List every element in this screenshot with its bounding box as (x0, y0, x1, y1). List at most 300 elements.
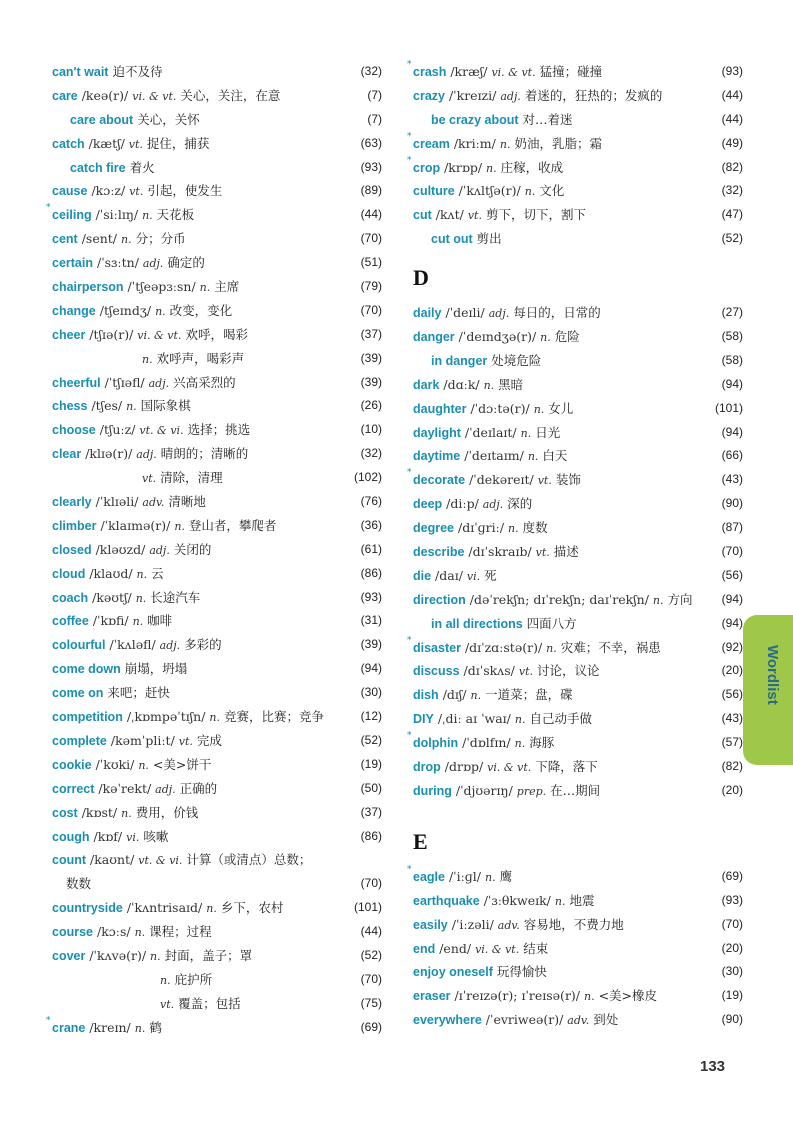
pronunciation: /ˌkɒmpəˈtɪʃn/ (126, 709, 206, 725)
unit-page-ref: (57) (721, 735, 743, 750)
headword: crash (413, 65, 447, 79)
unit-page-ref: (30) (721, 964, 743, 979)
unit-page-ref: (66) (721, 448, 743, 463)
wordlist-entry (407, 60, 743, 84)
definition: 处境危险 (491, 352, 542, 368)
pronunciation: /ˈklɪəli/ (95, 494, 139, 510)
part-of-speech: n. (540, 331, 551, 345)
pronunciation: /dɪˈɡriː/ (457, 520, 505, 536)
headword: in danger (431, 353, 488, 368)
wordlist-entry (407, 635, 743, 660)
right-column (407, 60, 743, 1032)
letter-heading-e: E (413, 828, 428, 854)
headword: come on (52, 686, 104, 701)
pronunciation: /ˈiːɡl/ (448, 868, 482, 884)
pronunciation: /kəʊtʃ/ (92, 589, 132, 605)
part-of-speech: n. (132, 615, 144, 629)
part-of-speech: adj. (482, 498, 504, 512)
unit-page-ref: (51) (360, 255, 382, 270)
wordlist-entry (52, 538, 382, 562)
part-of-speech: adj. (500, 89, 521, 103)
part-of-speech: n. (584, 990, 595, 1004)
part-of-speech: n. (514, 737, 526, 751)
headword: everywhere (413, 1013, 482, 1028)
unit-page-ref: (94) (721, 424, 743, 439)
headword: be crazy about (431, 112, 519, 127)
unit-page-ref: (43) (721, 472, 743, 487)
pronunciation: /kætʃ/ (88, 135, 125, 151)
star-icon: * (407, 131, 412, 142)
wordlist-entry (413, 913, 743, 937)
pronunciation: /ˈkʊki/ (95, 756, 135, 772)
pronunciation: /klɪə(r)/ (85, 446, 133, 462)
unit-page-ref: (94) (721, 591, 743, 606)
wordlist-entry (52, 466, 382, 490)
unit-page-ref: (32) (360, 64, 382, 78)
unit-page-ref: (19) (721, 988, 743, 1003)
definition: 玩得愉快 (496, 964, 547, 980)
headword: crop (413, 160, 441, 175)
unit-page-ref: (37) (360, 326, 382, 341)
wordlist-entry (52, 299, 382, 323)
pronunciation: /tʃeɪndʒ/ (99, 302, 152, 318)
unit-page-ref: (70) (360, 302, 382, 317)
wordlist-entry (52, 825, 382, 849)
part-of-speech: n. (150, 949, 161, 963)
wordlist-entry (52, 705, 382, 729)
unit-page-ref: (26) (360, 398, 382, 413)
wordlist-entry (52, 60, 382, 84)
unit-page-ref: (63) (360, 135, 382, 150)
pronunciation: /kləʊzd/ (95, 541, 146, 557)
definition: 自己动手做 (529, 711, 592, 727)
pronunciation: /daɪ/ (435, 567, 463, 583)
definition: 女儿 (548, 400, 574, 416)
pronunciation: /ˈsɜːtn/ (96, 255, 139, 271)
definition: 奶油，乳脂；霜 (514, 135, 602, 151)
wordlist-entry (52, 562, 382, 586)
headword: drop (413, 760, 441, 775)
wordlist-entry (413, 203, 743, 227)
pronunciation: /kɔːs/ (96, 924, 131, 940)
unit-page-ref: (79) (360, 279, 382, 294)
definition: 选择；挑选 (187, 422, 251, 438)
wordlist-entry (413, 325, 743, 349)
wordlist-entry (52, 227, 382, 251)
headword: closed (52, 542, 92, 557)
part-of-speech: adj. (136, 448, 157, 462)
headword: earthquake (413, 893, 480, 908)
unit-page-ref: (69) (360, 1019, 382, 1034)
headword: ceiling (52, 208, 92, 223)
unit-page-ref: (20) (721, 663, 743, 678)
definition: 讨论，议论 (536, 663, 600, 679)
unit-page-ref: (10) (360, 422, 382, 437)
definition: 鹤 (149, 1019, 162, 1035)
unit-page-ref: (58) (721, 329, 743, 344)
wordlist-entry (52, 633, 382, 657)
unit-page-ref: (36) (360, 517, 382, 532)
unit-page-ref: (32) (360, 446, 382, 461)
part-of-speech: n. (134, 926, 146, 940)
part-of-speech: n. (142, 352, 153, 366)
definition: 晴朗的；清晰的 (160, 446, 249, 462)
unit-page-ref: (44) (360, 924, 382, 939)
unit-page-ref: (7) (367, 87, 382, 102)
pronunciation: /ˈkʌntrisaɪd/ (126, 900, 203, 916)
headword: cheerful (52, 375, 101, 390)
unit-page-ref: (70) (721, 544, 743, 559)
definition: 关闭的 (173, 541, 212, 557)
definition: <美>橡皮 (598, 988, 658, 1004)
wordlist-entry (413, 564, 743, 588)
pronunciation: /ˈdekəreɪt/ (469, 472, 534, 488)
pronunciation: /krɒp/ (444, 159, 483, 175)
headword: cream (413, 136, 450, 151)
unit-page-ref: (101) (714, 400, 743, 415)
unit-page-ref: (70) (721, 916, 743, 931)
pronunciation: /ˌdiː aɪ ˈwaɪ/ (437, 711, 511, 727)
pronunciation: /ˈdɒlfɪn/ (462, 735, 511, 751)
headword: decorate (413, 473, 466, 488)
wordlist-entry (413, 84, 743, 108)
part-of-speech: adj. (148, 376, 170, 390)
part-of-speech: n. (121, 806, 132, 820)
pronunciation: /dəˈrekʃn; dɪˈrekʃn; daɪˈrekʃn/ (469, 591, 649, 607)
pronunciation: /drɒp/ (444, 759, 484, 775)
wordlist-entry (52, 275, 382, 299)
pronunciation: /end/ (439, 940, 472, 956)
pronunciation: /ˈiːzəli/ (451, 916, 494, 932)
part-of-speech: n. (485, 870, 496, 884)
wordlist-entry (52, 490, 382, 514)
wordlist-entry (413, 540, 743, 564)
pronunciation: /ˈdeɪlaɪt/ (464, 424, 517, 440)
pronunciation: /ˈɜːθkweɪk/ (483, 892, 551, 908)
part-of-speech: vt. (129, 185, 144, 199)
part-of-speech: n. (136, 567, 148, 581)
wordlist-entry (52, 848, 382, 896)
part-of-speech: n. (209, 711, 220, 725)
definition: 咖啡 (147, 613, 173, 629)
part-of-speech: n. (206, 902, 217, 916)
star-icon: * (46, 1015, 51, 1026)
definition: 长途汽车 (150, 589, 201, 605)
definition: 装饰 (555, 472, 581, 488)
definition: 鹰 (499, 868, 513, 884)
wordlist-entry (407, 131, 743, 156)
wordlist-entry (413, 349, 743, 373)
wordlist-entry (413, 612, 743, 636)
headword: daughter (413, 401, 467, 416)
headword: describe (413, 545, 465, 560)
wordlist-entry (52, 896, 382, 920)
headword: come down (52, 662, 121, 677)
part-of-speech: vi. & vt. (487, 761, 532, 775)
wordlist-entry (52, 108, 382, 132)
headword: daylight (413, 425, 461, 440)
pronunciation: /ˈkʌvə(r)/ (89, 947, 147, 963)
headword: die (413, 568, 432, 583)
pronunciation: /kʌt/ (435, 207, 464, 223)
wordlist-entry (52, 156, 382, 180)
headword: crazy (413, 88, 445, 103)
headword: course (52, 925, 93, 940)
part-of-speech: n. (652, 593, 664, 607)
headword: dish (413, 688, 439, 703)
wordlist-entry (52, 323, 382, 347)
headword: choose (52, 423, 96, 438)
pronunciation: /ˈsiːlɪŋ/ (95, 207, 139, 223)
headword: culture (413, 184, 455, 199)
part-of-speech: n. (527, 450, 539, 464)
wordlist-entry (413, 755, 743, 779)
unit-page-ref: (94) (721, 376, 743, 391)
wordlist-tab (743, 615, 793, 765)
definition: 度数 (522, 520, 548, 536)
definition: 覆盖；包括 (178, 995, 241, 1011)
wordlist-entry (407, 155, 743, 180)
part-of-speech: adj. (488, 307, 510, 321)
pronunciation: /ˈevriweə(r)/ (485, 1012, 564, 1028)
headword: cause (52, 184, 88, 199)
headword: daytime (413, 449, 461, 464)
wordlist-entry (52, 442, 382, 466)
headword: countryside (52, 901, 123, 916)
wordlist-entry (52, 801, 382, 825)
definition: 天花板 (156, 207, 195, 223)
definition: 结束 (523, 940, 549, 956)
headword: direction (413, 592, 466, 607)
wordlist-entry (413, 960, 743, 984)
wordlist-entry (52, 514, 382, 538)
headword: count (52, 853, 87, 868)
wordlist-entry (407, 731, 743, 755)
definition: 到处 (593, 1012, 619, 1028)
unit-page-ref: (75) (360, 995, 382, 1010)
unit-page-ref: (94) (360, 661, 382, 676)
headword: correct (52, 781, 95, 796)
pronunciation: /kɔːz/ (91, 183, 126, 199)
headword: disaster (413, 640, 461, 655)
definition: 主席 (214, 279, 240, 295)
d-entries (407, 301, 743, 803)
unit-page-ref: (61) (360, 541, 382, 556)
part-of-speech: vt. (160, 997, 175, 1011)
definition: 咳嗽 (143, 828, 169, 844)
headword: dark (413, 377, 440, 392)
unit-page-ref: (90) (721, 496, 743, 511)
part-of-speech: vi. & vt. (491, 66, 536, 79)
wordlist-entry (413, 707, 743, 731)
unit-page-ref: (12) (360, 709, 382, 724)
unit-page-ref: (52) (360, 732, 382, 747)
pronunciation: /ˈtʃɪəfl/ (104, 374, 145, 390)
headword: chess (52, 399, 88, 414)
part-of-speech: n. (499, 137, 511, 151)
definition: 黑暗 (498, 376, 524, 392)
definition: 完成 (196, 732, 222, 748)
definition: 捉住，捕获 (146, 135, 210, 151)
definition: <美>饼干 (152, 756, 212, 772)
wordlist-entry (413, 108, 743, 132)
unit-page-ref: (82) (721, 159, 743, 174)
headword: cut out (431, 232, 473, 247)
part-of-speech: n. (486, 161, 497, 175)
pronunciation: /sent/ (81, 231, 117, 247)
part-of-speech: adj. (159, 639, 181, 653)
headword: clearly (52, 495, 92, 510)
definition: 剪下，切下，割下 (485, 207, 586, 223)
definition: 崩塌，坍塌 (124, 661, 188, 677)
headword: daily (413, 306, 442, 321)
unit-page-ref: (86) (360, 565, 382, 580)
unit-page-ref: (70) (360, 971, 382, 986)
definition: 欢呼声，喝彩声 (156, 350, 245, 366)
headword: care (52, 88, 78, 103)
definition: 日光 (535, 424, 561, 440)
unit-page-ref: (69) (721, 868, 743, 883)
part-of-speech: n. (160, 973, 171, 987)
headword: cent (52, 232, 78, 247)
wordlist-entry (413, 179, 743, 203)
unit-page-ref: (94) (721, 615, 743, 630)
part-of-speech: n. (135, 591, 147, 605)
definition: 登山者，攀爬者 (188, 517, 277, 533)
definition: 确定的 (167, 255, 205, 271)
headword: chairperson (52, 280, 124, 295)
headword: deep (413, 497, 443, 512)
definition: 白天 (542, 448, 568, 464)
part-of-speech: n. (514, 713, 526, 727)
pronunciation: /ˈdjʊərɪŋ/ (455, 782, 513, 798)
pronunciation: /kriːm/ (453, 135, 496, 151)
definition: 四面八方 (526, 615, 577, 631)
wordlist-entry (413, 397, 743, 421)
pronunciation: /ˈtʃeəpɜːsn/ (127, 279, 196, 295)
e-entries (407, 864, 743, 1032)
definition: 死 (484, 567, 497, 583)
definition: 着火 (129, 159, 155, 175)
wordlist-entry (52, 681, 382, 705)
definition: 危险 (554, 329, 580, 345)
wordlist-entry (46, 203, 382, 227)
unit-page-ref: (20) (721, 940, 743, 955)
wordlist-entry (52, 729, 382, 753)
definition: 每日的，日常的 (513, 305, 601, 321)
definition: 清晰地 (168, 494, 206, 510)
unit-page-ref: (82) (721, 759, 743, 774)
part-of-speech: vi. (126, 830, 140, 844)
definition: 多彩的 (184, 637, 222, 653)
headword: cough (52, 829, 90, 844)
definition: 课程；过程 (149, 924, 212, 940)
headword: end (413, 941, 436, 956)
pronunciation: /ˈdeɪndʒə(r)/ (458, 329, 537, 345)
part-of-speech: vi. & vt. (475, 942, 520, 956)
unit-page-ref: (44) (360, 207, 382, 222)
headword: colourful (52, 638, 106, 653)
pronunciation: /klaʊd/ (89, 565, 133, 581)
headword: dolphin (413, 736, 459, 751)
wordlist-entry (52, 753, 382, 777)
definition: 分；分币 (135, 231, 186, 247)
unit-page-ref: (102) (353, 470, 382, 485)
part-of-speech: adj. (142, 257, 164, 271)
unit-page-ref: (56) (721, 567, 743, 582)
definition: 容易地，不费力地 (523, 916, 624, 932)
headword: clear (52, 447, 82, 462)
definition: 改变，变化 (169, 302, 233, 318)
definition: 欢呼，喝彩 (185, 326, 248, 342)
headword: eraser (413, 989, 451, 1004)
part-of-speech: adj. (149, 543, 170, 557)
unit-page-ref: (58) (721, 352, 743, 367)
pronunciation: /ˈdeɪtaɪm/ (464, 448, 524, 464)
wordlist-entry (52, 251, 382, 275)
definition: 在…期间 (550, 782, 601, 798)
part-of-speech: n. (138, 758, 149, 772)
wordlist-entry (52, 657, 382, 681)
pronunciation: /ˈkreɪzi/ (448, 87, 497, 103)
part-of-speech: n. (199, 281, 211, 295)
definition: 清除，清理 (160, 470, 223, 486)
unit-page-ref: (44) (721, 111, 743, 126)
headword: change (52, 303, 96, 318)
part-of-speech: n. (470, 689, 482, 703)
unit-page-ref: (52) (721, 231, 743, 246)
definition: 深的 (507, 496, 533, 512)
definition: 剪出 (476, 231, 502, 247)
wordlist-entry (413, 889, 743, 913)
star-icon: * (407, 60, 412, 70)
wordlist-entry (413, 659, 743, 683)
definition: 竞赛，比赛；竞争 (223, 709, 324, 725)
definition: 地震 (569, 892, 595, 908)
part-of-speech: vi. (466, 569, 481, 583)
definition-continued: 数数 (66, 876, 92, 892)
definition: 文化 (539, 183, 565, 199)
definition: 灾难；不幸，祸患 (560, 639, 661, 655)
unit-page-ref: (93) (721, 64, 743, 78)
pronunciation: /kaʊnt/ (90, 852, 135, 868)
part-of-speech: vt. (178, 734, 193, 748)
definition: 兴高采烈的 (173, 374, 236, 390)
wordlist-entry (46, 1015, 382, 1040)
pronunciation: /ɪˈreɪzə(r); ɪˈreɪsə(r)/ (454, 988, 581, 1004)
pronunciation: /kɒst/ (81, 804, 118, 820)
part-of-speech: vi. & vt. (137, 328, 182, 342)
wordlist-entry (413, 516, 743, 540)
definition: 来吧；赶快 (107, 685, 170, 701)
unit-page-ref: (93) (721, 892, 743, 907)
pronunciation: /ˈdeɪli/ (445, 305, 485, 321)
headword: cheer (52, 327, 86, 342)
wordlist-entry (407, 468, 743, 492)
wordlist-entry (413, 779, 743, 803)
unit-page-ref: (37) (360, 804, 382, 819)
part-of-speech: n. (155, 304, 166, 318)
definition: 一道菜；盘，碟 (485, 687, 573, 703)
part-of-speech: n. (126, 400, 137, 414)
headword: crane (52, 1020, 86, 1035)
part-of-speech: adv. (497, 918, 520, 932)
wordlist-entry (413, 444, 743, 468)
part-of-speech: vi. & vt. (132, 89, 177, 103)
headword: in all directions (431, 616, 523, 631)
star-icon: * (407, 635, 412, 646)
unit-page-ref: (49) (721, 135, 743, 150)
